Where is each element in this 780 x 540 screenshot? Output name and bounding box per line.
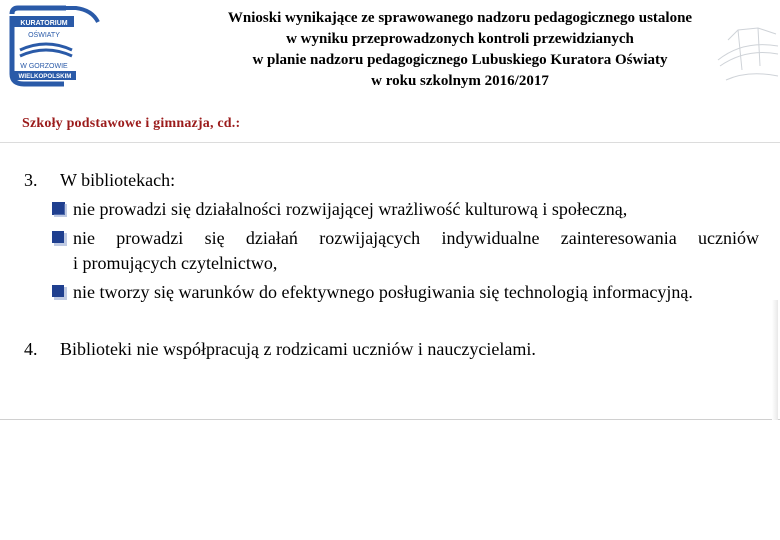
item-number: 4. (24, 339, 38, 359)
logo-line4: WIELKOPOLSKIM (18, 73, 72, 80)
logo-line2: OŚWIATY (28, 32, 60, 39)
page-title (160, 8, 760, 92)
title-line-1: Wnioski wynikające ze sprawowanego nadzoru pedagogicznego ustalone (227, 10, 693, 26)
slide-edge-shadow (772, 300, 778, 420)
section-subtitle: Szkoły podstawowe i gimnazja, cd.: (22, 116, 241, 131)
title-line-3: w planie nadzoru pedagogicznego Lubuskiego Kuratora Oświaty (252, 52, 668, 68)
item-text: W bibliotekach: (60, 170, 176, 190)
divider (0, 142, 780, 143)
checkbox-bullet-icon (52, 285, 67, 300)
kuratorium-logo (6, 4, 106, 90)
checkbox-bullet-icon (52, 231, 67, 246)
item-number: 3. (24, 170, 38, 190)
book-decoration-icon (698, 0, 780, 110)
item-text: Biblioteki nie współpracują z rodzicami uczniów i nauczycielami. (60, 339, 536, 359)
bullet-text-continuation: i promujących czytelnictwo, (73, 253, 278, 273)
logo-line3: W GORZOWIE (20, 63, 68, 70)
checkbox-bullet-icon (52, 202, 67, 217)
title-line-4: w roku szkolnym 2016/2017 (371, 73, 549, 89)
bullet-text: nie prowadzi się działalności rozwijającej wrażliwość kulturową i społeczną, (73, 199, 628, 219)
bullet-text: nie tworzy się warunków do efektywnego posługiwania się technologią informacyjną. (73, 282, 693, 302)
logo-line1: KURATORIUM (20, 20, 68, 27)
bullet-text: nie prowadzi się działań rozwijających indywidualne zainteresowania uczniów (73, 228, 759, 248)
title-line-2: w wyniku przeprowadzonych kontroli przewidzianych (286, 31, 634, 47)
